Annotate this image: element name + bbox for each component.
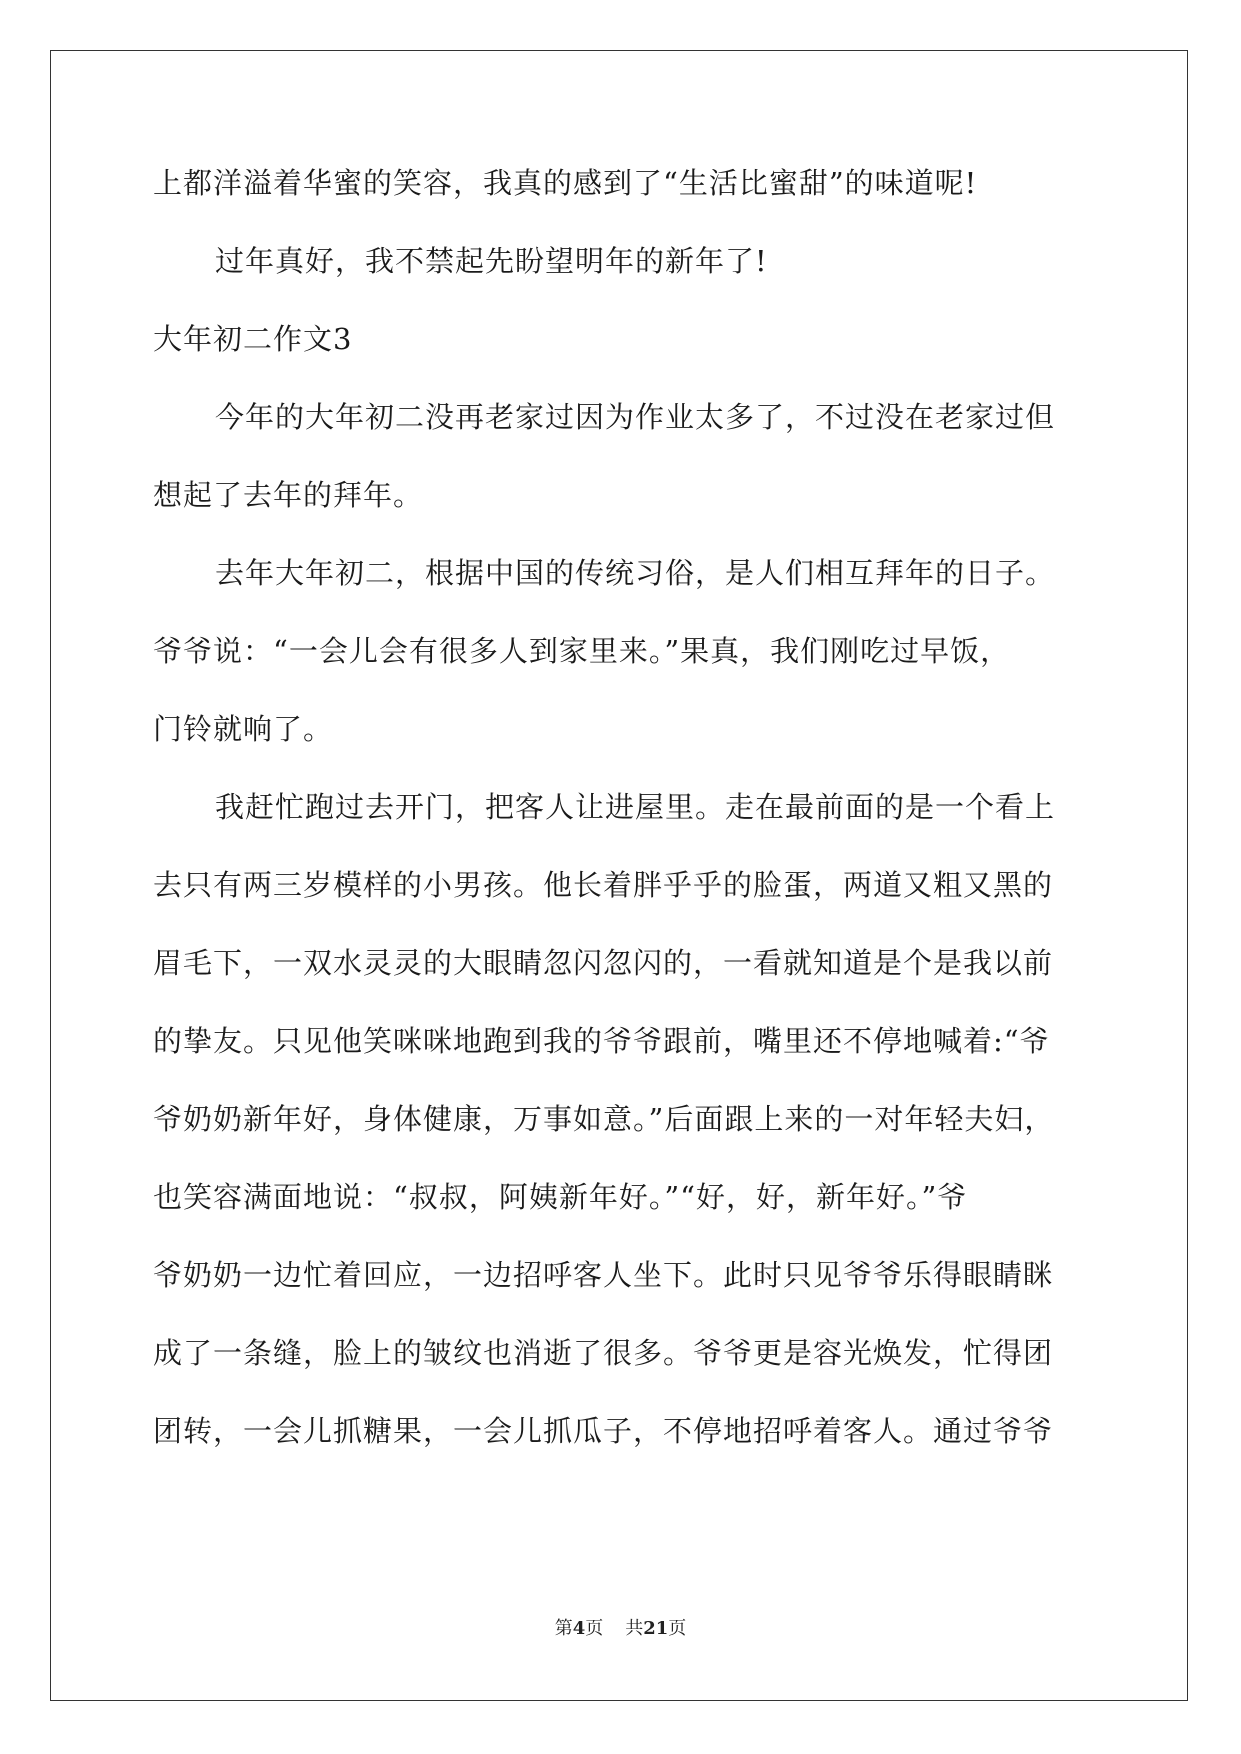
section-heading: 大年初二作文3	[153, 322, 353, 356]
text-line-14: 也笑容满面地说：“叔叔，阿姨新年好。”“好，好，新年好。”爷	[153, 1180, 968, 1214]
page-number: 4	[572, 1618, 586, 1639]
text-line-7: 爷爷说：“一会儿会有很多人到家里来。”果真，我们刚吃过早饭，	[153, 634, 1011, 668]
text-line-2: 过年真好，我不禁起先盼望明年的新年了!	[215, 244, 768, 278]
text-line-9: 我赶忙跑过去开门，把客人让进屋里。走在最前面的是一个看上	[215, 790, 1056, 824]
page-footer	[0, 1614, 1241, 1640]
page-prefix: 第	[554, 1618, 573, 1639]
text-line-6: 去年大年初二，根据中国的传统习俗，是人们相互拜年的日子。	[215, 556, 1056, 590]
text-line-16: 成了一条缝，脸上的皱纹也消逝了很多。爷爷更是容光焕发，忙得团	[153, 1336, 1054, 1370]
document-body	[153, 161, 1093, 1487]
total-suffix: 页	[668, 1618, 687, 1639]
text-line-11: 眉毛下，一双水灵灵的大眼睛忽闪忽闪的，一看就知道是个是我以前	[153, 946, 1054, 980]
text-line-4: 今年的大年初二没再老家过因为作业太多了，不过没在老家过但	[215, 400, 1056, 434]
text-line-12: 的挚友。只见他笑咪咪地跑到我的爷爷跟前，嘴里还不停地喊着:“爷	[153, 1024, 1050, 1058]
text-line-17: 团转，一会儿抓糖果，一会儿抓瓜子，不停地招呼着客人。通过爷爷	[153, 1414, 1054, 1448]
text-line-10: 去只有两三岁模样的小男孩。他长着胖乎乎的脸蛋，两道又粗又黑的	[153, 868, 1054, 902]
total-pages: 21	[643, 1618, 669, 1639]
text-line-5: 想起了去年的拜年。	[153, 478, 424, 512]
text-line-8: 门铃就响了。	[153, 712, 334, 746]
text-line-1: 上都洋溢着华蜜的笑容，我真的感到了“生活比蜜甜”的味道呢!	[153, 166, 978, 200]
page-suffix: 页	[585, 1618, 604, 1639]
text-line-15: 爷奶奶一边忙着回应，一边招呼客人坐下。此时只见爷爷乐得眼睛眯	[153, 1258, 1054, 1292]
text-line-13: 爷奶奶新年好，身体健康，万事如意。”后面跟上来的一对年轻夫妇，	[153, 1102, 1055, 1136]
total-prefix: 共	[625, 1618, 644, 1639]
